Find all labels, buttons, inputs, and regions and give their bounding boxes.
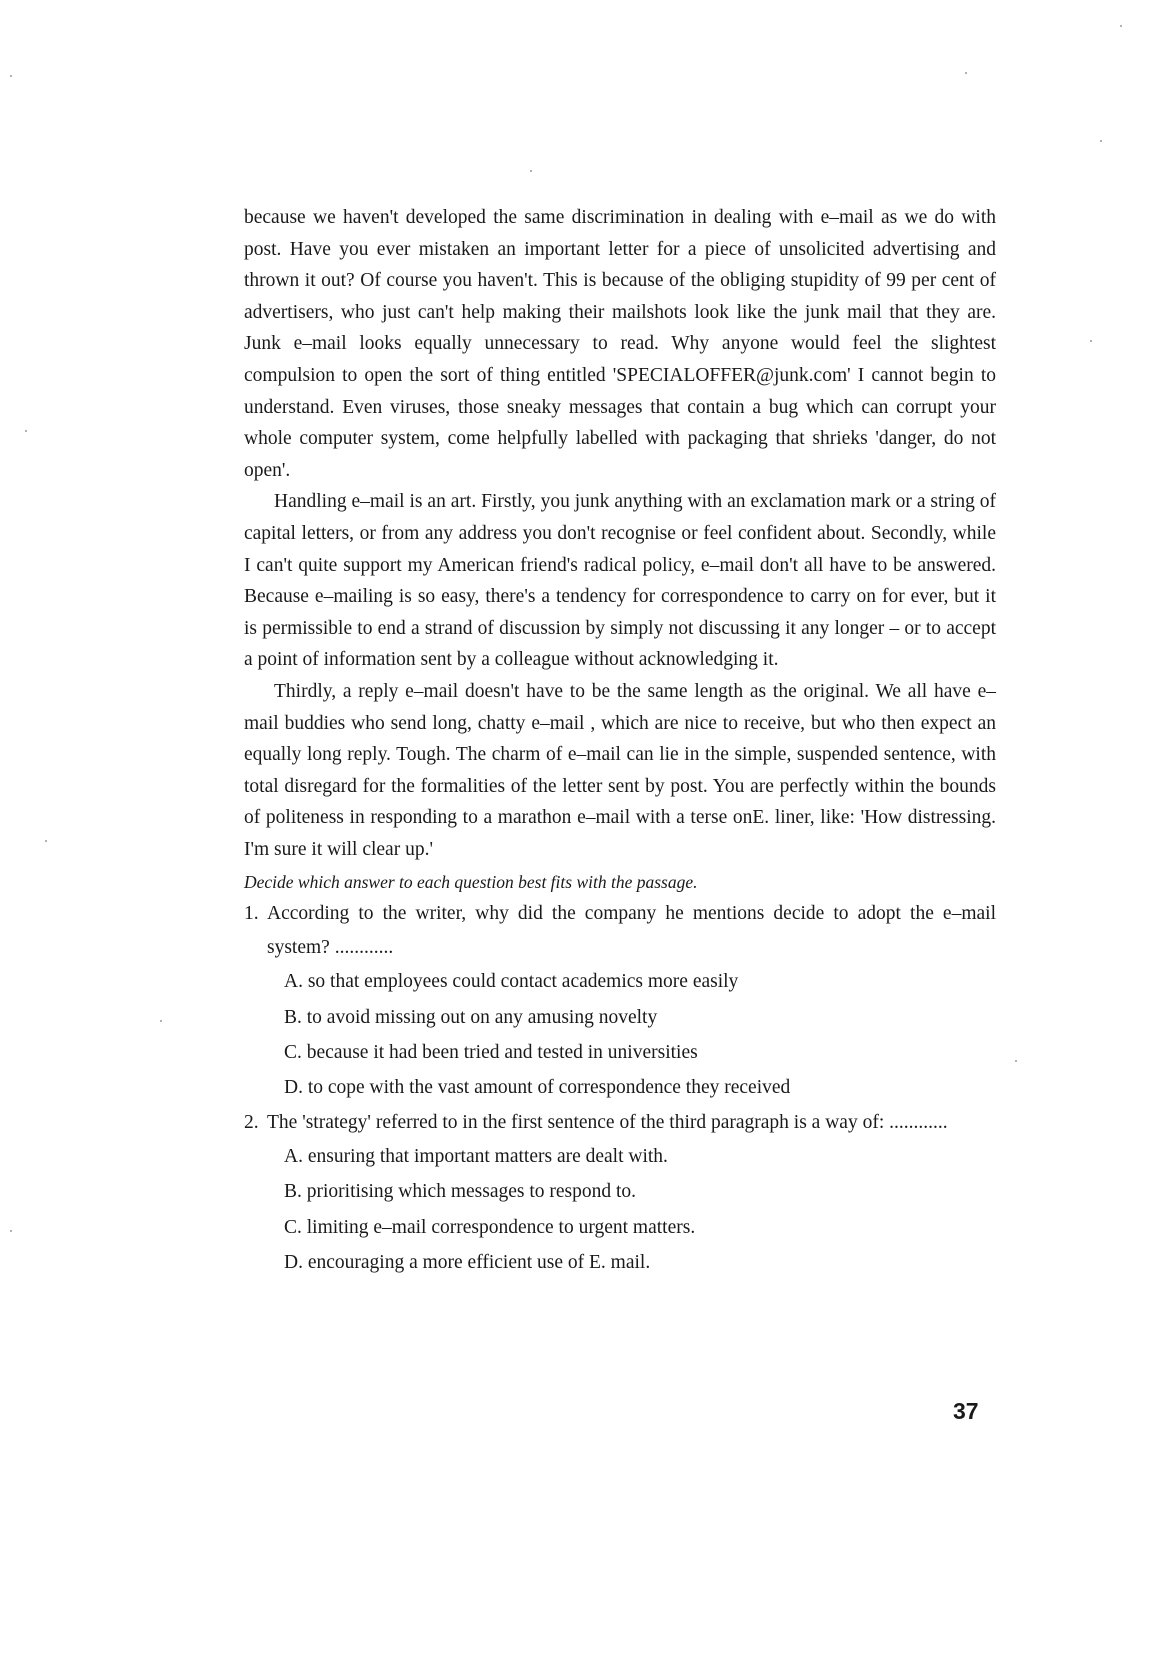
answer-option-b: B. prioritising which messages to respond to. bbox=[284, 1181, 637, 1203]
question-1 bbox=[244, 897, 996, 1105]
question-2 bbox=[244, 1106, 996, 1281]
scan-speck bbox=[1015, 1060, 1017, 1062]
scan-speck bbox=[45, 840, 47, 842]
scan-speck bbox=[1100, 140, 1102, 142]
scan-speck bbox=[1120, 25, 1122, 27]
scan-speck bbox=[1090, 340, 1092, 342]
scan-speck bbox=[965, 72, 967, 74]
scan-speck bbox=[10, 1230, 12, 1232]
answer-option-c: C. because it had been tried and tested in universities bbox=[284, 1042, 698, 1064]
scan-speck bbox=[25, 430, 27, 432]
answer-option-a: A. so that employees could contact academics more easily bbox=[284, 971, 739, 993]
question-number: 2. bbox=[244, 1111, 259, 1133]
answer-option-c: C. limiting e–mail correspondence to urgent matters. bbox=[284, 1216, 696, 1238]
answer-option-d: D. to cope with the vast amount of correspondence they received bbox=[284, 1077, 791, 1099]
scan-speck bbox=[160, 1020, 162, 1022]
page-number: 37 bbox=[953, 1398, 979, 1424]
answer-options bbox=[244, 964, 996, 1105]
question-stem bbox=[244, 1106, 996, 1140]
question-text: According to the writer, why did the company he mentions decide to adopt the e–mail system? ............ bbox=[267, 903, 996, 958]
question-instruction: Decide which answer to each question best fits with the passage. bbox=[244, 872, 698, 893]
scan-speck bbox=[10, 75, 12, 77]
answer-option-a: A. ensuring that important matters are dealt with. bbox=[284, 1146, 668, 1168]
question-stem bbox=[244, 897, 996, 964]
question-number: 1. bbox=[244, 903, 259, 925]
passage-paragraph-2: Handling e–mail is an art. Firstly, you junk anything with an exclamation mark or a string of capital letters, or from any address you don't recognise or feel confident about. Secondly, while I can't quite support my American friend's radical policy, e–mail don't all have to be answered. Because e–mailing is so easy, there's a tendency for correspondence to carry on for ever, but it is permissible to end a strand of discussion by simply not discussing it any longer – or to accept a point of information sent by a colleague without acknowledging it. bbox=[244, 491, 996, 671]
answer-option-d: D. encouraging a more efficient use of E. mail. bbox=[284, 1252, 651, 1274]
passage-paragraph-1: because we haven't developed the same discrimination in dealing with e–mail as we do with post. Have you ever mistaken an important letter for a piece of unsolicited advertising and thrown it out? Of course you haven't. This is because of the obliging stupidity of 99 per cent of advertisers, who just can't help making their mailshots look like the junk mail that they are. Junk e–mail looks equally unnecessary to read. Why anyone would feel the slightest compulsion to open the sort of thing entitled 'SPECIALOFFER@junk.com' I cannot begin to understand. Even viruses, those sneaky messages that contain a bug which can corrupt your whole computer system, come helpfully labelled with packaging that shrieks 'danger, do not open'. bbox=[244, 207, 996, 481]
answer-options bbox=[244, 1139, 996, 1280]
scan-speck bbox=[530, 170, 532, 172]
answer-option-b: B. to avoid missing out on any amusing novelty bbox=[284, 1006, 658, 1028]
question-text: The 'strategy' referred to in the first sentence of the third paragraph is a way of: ............ bbox=[267, 1111, 948, 1133]
passage-paragraph-3: Thirdly, a reply e–mail doesn't have to be the same length as the original. We all have e–mail buddies who send long, chatty e–mail , which are nice to receive, but who then expect an equally long reply. Tough. The charm of e–mail can lie in the simple, suspended sentence, with total disregard for the formalities of the letter sent by post. You are perfectly within the bounds of politeness in responding to a marathon e–mail with a terse onE. liner, like: 'How distressing. I'm sure it will clear up.' bbox=[244, 680, 996, 860]
page-content bbox=[244, 202, 996, 1280]
